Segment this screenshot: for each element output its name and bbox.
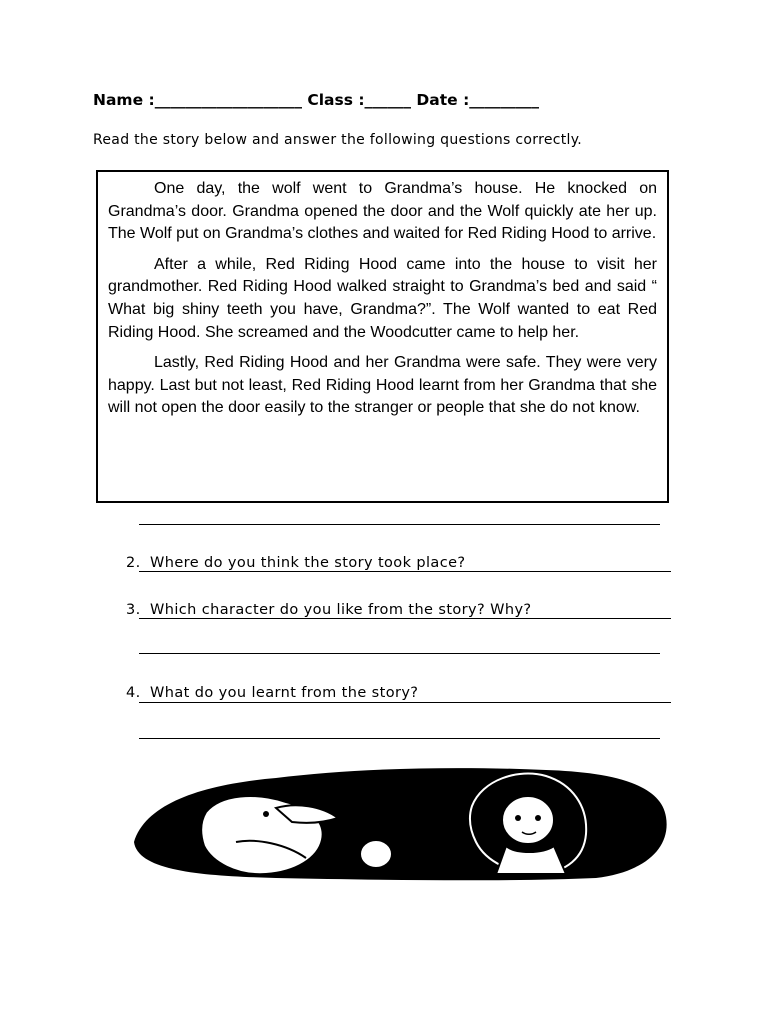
answer-line-q2[interactable] <box>139 571 671 572</box>
question-3 <box>116 577 532 621</box>
wolf-eye <box>263 811 269 817</box>
story-illustration <box>126 762 671 882</box>
rrh-eye-right <box>535 815 541 821</box>
question-3-number: 3. <box>126 602 141 618</box>
answer-line-q4a[interactable] <box>139 702 671 703</box>
question-4 <box>116 660 418 704</box>
jar <box>360 840 392 868</box>
smoke-swirl-2 <box>244 769 262 778</box>
answer-line-q1[interactable] <box>139 524 660 525</box>
story-paragraph-1: One day, the wolf went to Grandma’s house. He knocked on Grandma’s door. Grandma opened the door and the Wolf quickly ate her up. The Wolf put on Grandma’s clothes and waited for Red Riding Hood to arrive. <box>108 180 657 243</box>
story-paragraph-2: After a while, Red Riding Hood came into the house to visit her grandmother. Red Riding Hood walked straight to Grandma’s bed and said “ What big shiny teeth you have, Grandma?”. The Wolf wanted to eat Red Riding Hood. She screamed and the Woodcutter came to help her. <box>108 255 657 341</box>
smoke-swirl-1 <box>216 768 236 782</box>
rrh-eye-left <box>515 815 521 821</box>
answer-line-q4b[interactable] <box>139 738 660 739</box>
question-2-number: 2. <box>126 555 141 571</box>
question-2 <box>116 530 466 574</box>
story-box <box>96 170 669 503</box>
answer-line-q3a[interactable] <box>139 618 671 619</box>
question-4-text: What do you learnt from the story? <box>150 685 419 701</box>
artist-signature: OKS <box>646 863 663 872</box>
story-paragraph-3: Lastly, Red Riding Hood and her Grandma were safe. They were very happy. Last but not least, Red Riding Hood learnt from her Grandma that she will not open the door easily to the stranger or people that she do not know. <box>108 354 657 417</box>
red-riding-hood-face <box>502 796 554 844</box>
answer-line-q3b[interactable] <box>139 653 660 654</box>
student-info-header: Name :___________________ Class :______ Date :_________ <box>93 91 540 109</box>
instructions: Read the story below and answer the following questions correctly. <box>93 132 583 148</box>
question-3-text: Which character do you like from the story? Why? <box>150 602 532 618</box>
question-4-number: 4. <box>126 685 141 701</box>
question-2-text: Where do you think the story took place? <box>150 555 466 571</box>
